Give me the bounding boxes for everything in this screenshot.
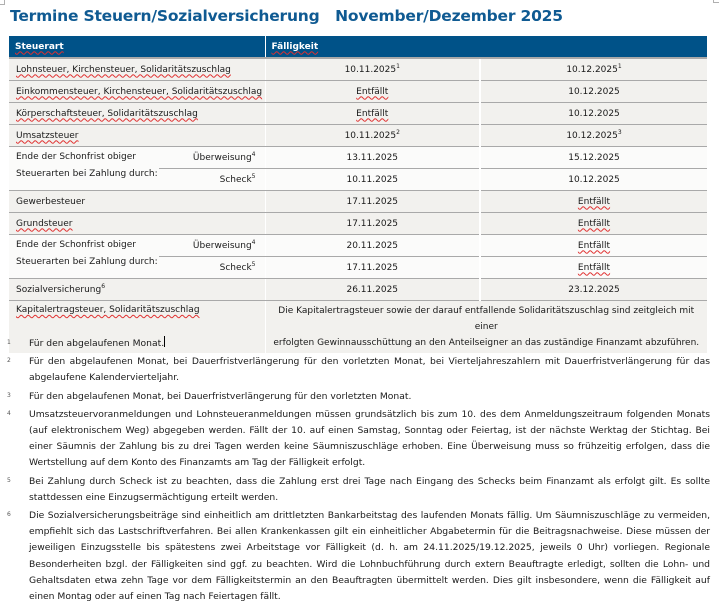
date-november: 10.11.2025$^2$: [265, 125, 480, 147]
footnote-number: 3: [7, 391, 11, 399]
footnote-text: Für den abgelaufenen Monat, bei Dauerfristverlängerung für den vorletzten Monat, bei Vierteljahreszahlern mit Dauerfristverlängerung für das abgelaufene Kalendervierteljahr.: [29, 356, 710, 384]
footnote-number: 4: [7, 409, 11, 417]
row-label: Kapitalertragsteuer, Solidaritätszuschlag: [9, 301, 265, 354]
date-dezember: 10.12.2025$^3$: [480, 125, 707, 147]
date-november: 17.11.2025: [265, 257, 480, 279]
footnote-text: Für den abgelaufenen Monat.: [29, 338, 165, 349]
header-faelligkeit: Fälligkeit: [265, 36, 707, 58]
footnote-number: 1: [7, 339, 11, 346]
date-dezember: 10.12.2025: [480, 103, 707, 125]
page-corner-mark: [713, 0, 719, 3]
footnote-item: [7, 508, 710, 605]
tax-deadline-table: [9, 36, 707, 353]
footnote-text: Bei Zahlung durch Scheck ist zu beachten, dass die Zahlung erst drei Tage nach Eingang des Schecks beim Finanzamt als erfolgt gilt. Es sollte stattdessen eine Einzugsermächtigung erteilt werden.: [29, 475, 710, 503]
schonfrist-label: Ende der Schonfrist obiger Steuerarten bei Zahlung durch:: [9, 235, 159, 279]
footnote-item: [7, 407, 710, 472]
date-november: 26.11.2025: [265, 279, 480, 301]
payment-method-ueberweisung: Überweisung$^4$: [159, 235, 265, 257]
footnote-text: Für den abgelaufenen Monat, bei Dauerfristverlängerung für den vorletzten Monat.: [29, 390, 412, 402]
table-row: [9, 125, 707, 147]
payment-method-scheck: Scheck$^5$: [159, 257, 265, 279]
date-dezember: Entfällt: [480, 213, 707, 235]
date-november: Entfällt: [265, 81, 480, 103]
date-november: 10.11.2025$^1$: [265, 58, 480, 81]
footnote-item: [7, 474, 710, 506]
footnote-text: Umsatzsteuervoranmeldungen und Lohnsteueranmeldungen müssen grundsätzlich bis zum 10. des dem Anmeldungszeitraum folgenden Monats (auf elektronischem Weg) abgegeben werden. Fällt der 10. auf einen Samstag, Sonntag oder Feiertag, ist der nächste Werktag der Stichtag. Bei einer Säumnis der Zahlung bis zu drei Tagen werden keine Säumniszuschläge erhoben. Eine Überweisung muss so frühzeitig erfolgen, dass die Wertstellung auf dem Konto des Finanzamts am Tag der Fälligkeit erfolgt.: [29, 408, 710, 469]
row-label: Körperschaftsteuer, Solidaritätszuschlag: [9, 103, 265, 125]
document-title: Termine Steuern/Sozialversicherung November/Dezember 2025: [10, 7, 563, 25]
date-dezember: Entfällt: [480, 235, 707, 257]
date-november: 17.11.2025: [265, 191, 480, 213]
footnotes: [7, 336, 710, 607]
table-row: [9, 147, 707, 169]
date-dezember: 15.12.2025: [480, 147, 707, 169]
date-dezember: 10.12.2025$^1$: [480, 58, 707, 81]
row-label: Grundsteuer: [9, 213, 265, 235]
schonfrist-label: Ende der Schonfrist obiger Steuerarten bei Zahlung durch:: [9, 147, 159, 191]
footnote-item: [7, 354, 710, 386]
date-november: 13.11.2025: [265, 147, 480, 169]
footnote-item: [7, 336, 710, 352]
date-november: 17.11.2025: [265, 213, 480, 235]
payment-method-scheck: Scheck$^5$: [159, 169, 265, 191]
date-dezember: Entfällt: [480, 257, 707, 279]
row-label: Lohnsteuer, Kirchensteuer, Solidaritätszuschlag: [9, 58, 265, 81]
table-row: [9, 58, 707, 81]
table-row: [9, 103, 707, 125]
footnote-number: 2: [7, 357, 11, 365]
kapital-note: Die Kapitalertragsteuer sowie der darauf entfallende Solidaritätszuschlag sind zeitgleich mit einer erfolgten Gewinnausschüttung an den Anteilseigner an das zuständige Finanzamt abzuführen.: [265, 301, 707, 354]
row-label: Sozialversicherung$^6$: [9, 279, 265, 301]
row-label: Umsatzsteuer: [9, 125, 265, 147]
row-label: Gewerbesteuer: [9, 191, 265, 213]
table-header-row: [9, 36, 707, 58]
footnote-number: 5: [7, 476, 11, 484]
date-dezember: 23.12.2025: [480, 279, 707, 301]
table-row: [9, 235, 707, 257]
table-row: [9, 213, 707, 235]
footnote-item: [7, 389, 710, 405]
table-row: [9, 191, 707, 213]
table-row: [9, 81, 707, 103]
text-cursor: [164, 336, 165, 347]
table-row: [9, 279, 707, 301]
date-dezember: 10.12.2025: [480, 169, 707, 191]
footnote-number: 6: [7, 511, 11, 519]
date-november: 20.11.2025: [265, 235, 480, 257]
date-dezember: Entfällt: [480, 191, 707, 213]
payment-method-ueberweisung: Überweisung$^4$: [159, 147, 265, 169]
date-dezember: 10.12.2025: [480, 81, 707, 103]
date-november: 10.11.2025: [265, 169, 480, 191]
header-steuerart: Steuerart: [9, 36, 265, 58]
footnote-text: Die Sozialversicherungsbeiträge sind einheitlich am drittletzten Bankarbeitstag des laufenden Monats fällig. Um Säumniszuschläge zu vermeiden, empfiehlt sich das Lastschriftverfahren. Bei allen Krankenkassen gilt ein einheitlicher Abgabetermin für die Beitragsnachweise. Diese müssen der jeweiligen Einzugsstelle bis spätestens zwei Arbeitstage vor Fälligkeit (d. h. am 24.11.2025/19.12.2025, jeweils 0 Uhr) vorliegen. Regionale Besonderheiten bzgl. der Fälligkeiten sind ggf. zu beachten. Wird die Lohnbuchführung durch extern Beauftragte erledigt, sollten die Lohn- und Gehaltsdaten etwa zehn Tage vor dem Fälligkeitstermin an den Beauftragten übermittelt werden. Dies gilt insbesondere, wenn die Fälligkeit auf einen Montag oder auf einen Tag nach Feiertagen fällt.: [29, 510, 710, 603]
row-label: Einkommensteuer, Kirchensteuer, Solidaritätszuschlag: [9, 81, 265, 103]
date-november: Entfällt: [265, 103, 480, 125]
page-corner-mark: [0, 0, 5, 5]
